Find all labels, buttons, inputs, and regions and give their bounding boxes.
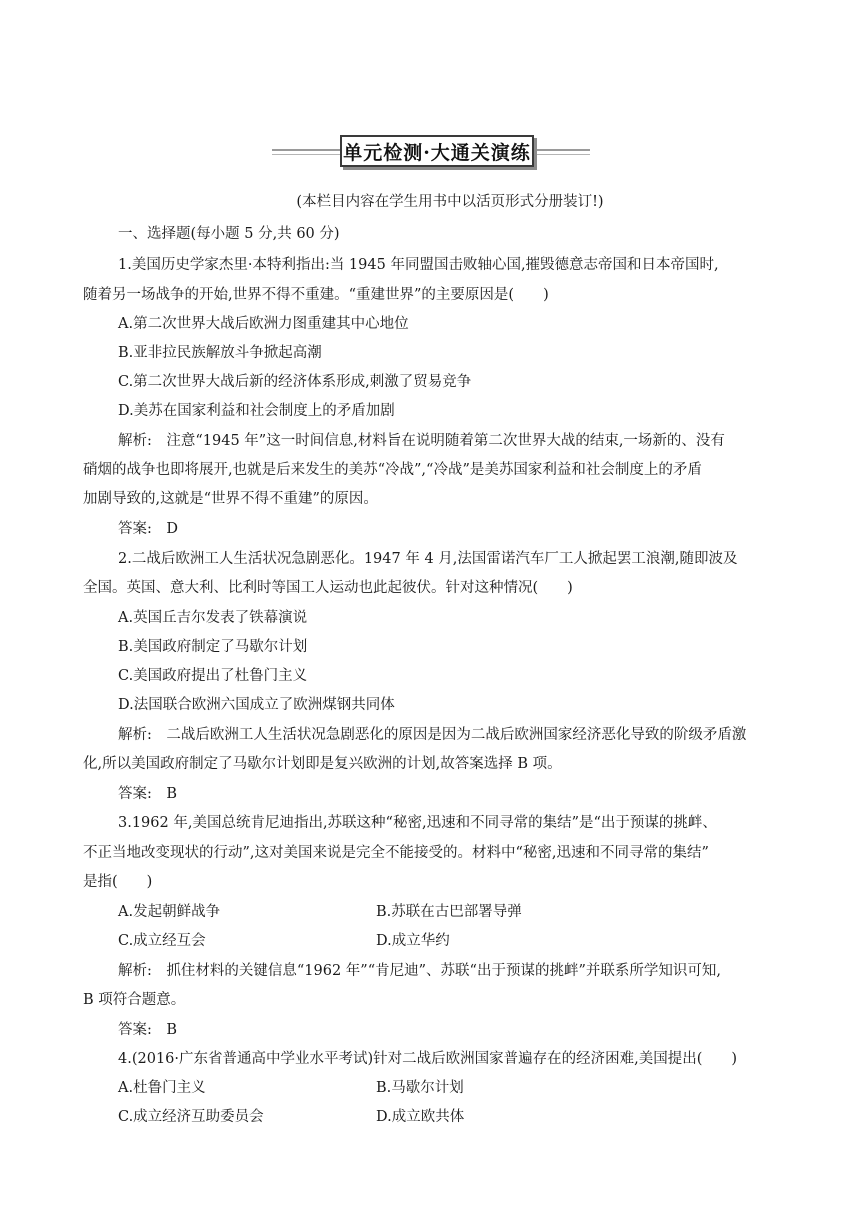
q2-answer: 答案: B [118, 786, 178, 802]
q3-option-c: C.成立经互会 [118, 933, 206, 949]
q3-answer: 答案: B [118, 1022, 178, 1038]
binding-note: (本栏目内容在学生用书中以活页形式分册装订!) [296, 194, 604, 210]
q1-explanation-line-2: 硝烟的战争也即将展开,也就是后来发生的美苏“冷战”,“冷战”是美苏国家利益和社会制度上的矛盾 [83, 462, 702, 478]
q4-option-b: B.马歇尔计划 [376, 1080, 464, 1096]
q2-explanation-line-2: 化,所以美国政府制定了马歇尔计划即是复兴欧洲的计划,故答案选择 B 项。 [83, 756, 562, 772]
q1-option-c: C.第二次世界大战后新的经济体系形成,刺激了贸易竞争 [118, 374, 472, 390]
q1-option-d: D.美苏在国家利益和社会制度上的矛盾加剧 [118, 403, 395, 419]
q3-option-a: A.发起朝鲜战争 [118, 904, 221, 920]
q3-stem-line-1: 3.1962 年,美国总统肯尼迪指出,苏联这种“秘密,迅速和不同寻常的集结”是“出于预谋的挑衅、 [118, 815, 717, 831]
q3-option-b: B.苏联在古巴部署导弹 [376, 904, 522, 920]
q2-option-d: D.法国联合欧洲六国成立了欧洲煤钢共同体 [118, 697, 395, 713]
banner-title: 单元检测·大通关演练 [343, 141, 531, 164]
q3-explanation-line-2: B 项符合题意。 [83, 992, 186, 1008]
q4-stem-line-1: 4.(2016·广东省普通高中学业水平考试)针对二战后欧洲国家普遍存在的经济困难,美国提出( ) [118, 1051, 738, 1067]
section-banner [272, 130, 590, 170]
q3-option-d: D.成立华约 [376, 933, 450, 949]
q2-option-b: B.美国政府制定了马歇尔计划 [118, 639, 308, 655]
q1-explanation-line-1: 解析: 注意“1945 年”这一时间信息,材料旨在说明随着第二次世界大战的结束,一场新的、没有 [118, 433, 725, 449]
q3-explanation-line-1: 解析: 抓住材料的关键信息“1962 年”“肯尼迪”、苏联“出于预谋的挑衅”并联系所学知识可知, [118, 963, 721, 979]
q3-stem-line-2: 不正当地改变现状的行动”,这对美国来说是完全不能接受的。材料中“秘密,迅速和不同寻常的集结” [83, 845, 709, 861]
q1-explanation-line-3: 加剧导致的,这就是“世界不得不重建”的原因。 [83, 491, 378, 507]
q4-option-a: A.杜鲁门主义 [118, 1080, 206, 1096]
q1-option-b: B.亚非拉民族解放斗争掀起高潮 [118, 345, 322, 361]
q1-answer: 答案: D [118, 521, 179, 537]
q4-option-c: C.成立经济互助委员会 [118, 1109, 264, 1125]
q1-option-a: A.第二次世界大战后欧洲力图重建其中心地位 [118, 316, 409, 332]
q1-stem-line-1: 1.美国历史学家杰里·本特利指出:当 1945 年同盟国击败轴心国,摧毁德意志帝国和日本帝国时, [118, 257, 719, 273]
q2-option-c: C.美国政府提出了杜鲁门主义 [118, 668, 308, 684]
banner-title-box [340, 135, 534, 167]
q2-option-a: A.英国丘吉尔发表了铁幕演说 [118, 610, 308, 626]
q1-stem-line-2: 随着另一场战争的开始,世界不得不重建。“重建世界”的主要原因是( ) [83, 287, 549, 303]
q2-stem-line-1: 2.二战后欧洲工人生活状况急剧恶化。1947 年 4 月,法国雷诺汽车厂工人掀起罢工浪潮,随即波及 [118, 551, 738, 567]
q3-stem-line-3: 是指( ) [83, 874, 153, 890]
q4-option-d: D.成立欧共体 [376, 1109, 465, 1125]
q2-explanation-line-1: 解析: 二战后欧洲工人生活状况急剧恶化的原因是因为二战后欧洲国家经济恶化导致的阶级矛盾激 [118, 727, 747, 743]
q2-stem-line-2: 全国。英国、意大利、比利时等国工人运动也此起彼伏。针对这种情况( ) [83, 580, 573, 596]
section-heading: 一、选择题(每小题 5 分,共 60 分) [118, 226, 340, 242]
